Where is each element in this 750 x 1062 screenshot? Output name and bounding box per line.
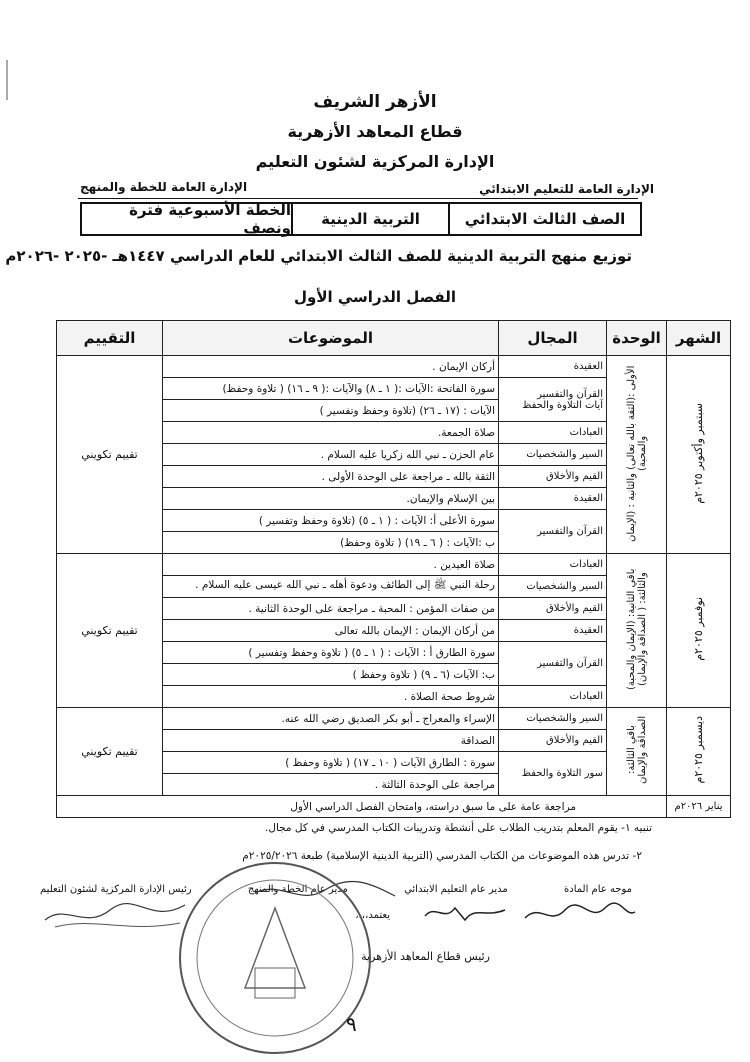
department-right: الإدارة العامة للتعليم الابتدائي <box>479 182 654 196</box>
topic-cell: من صفات المؤمن : المحبة ـ مراجعة على الوحدة الثانية . <box>163 598 499 620</box>
plan-cell: الخطة الأسبوعية فترة ونصف <box>129 201 291 237</box>
topic-cell: الإسراء والمعراج ـ أبو بكر الصديق رضي الله عنه. <box>163 708 499 730</box>
topic-cell: عام الحزن ـ نبي الله زكريا عليه السلام . <box>163 444 499 466</box>
field-cell: السير والشخصيات <box>499 708 607 730</box>
month-cell: يناير ٢٠٢٦م <box>667 796 731 818</box>
topic-cell: ب :الآيات : ( ٦ ـ ١٩) ( تلاوة وحفظ) <box>163 532 499 554</box>
evaluation-cell: تقييم تكويني <box>57 554 163 708</box>
field-cell: القيم والأخلاق <box>499 730 607 752</box>
table-row <box>57 554 731 576</box>
table-row <box>57 708 731 730</box>
topic-cell: ب: الآيات (٦ ـ ٩) ( تلاوة وحفظ ) <box>163 664 499 686</box>
field-cell: العقيدة <box>499 620 607 642</box>
header-line-3: الإدارة المركزية لشئون التعليم <box>255 152 495 171</box>
field-cell: القيم والأخلاق <box>499 598 607 620</box>
curriculum-table <box>56 320 731 818</box>
header-month: الشهر <box>667 321 731 356</box>
topic-cell: صلاة العيدين . <box>163 554 499 576</box>
header-line-2: قطاع المعاهد الأزهرية <box>287 122 463 141</box>
handwritten-signature-4 <box>40 895 190 935</box>
unit-label: باقي الثانية: (الإيمان والمحبة) والثالثة: ( الصداقة والإيمان) <box>625 568 648 690</box>
field-cell: السير والشخصيات <box>499 576 607 598</box>
topic-cell: الثقة بالله ـ مراجعة على الوحدة الأولى . <box>163 466 499 488</box>
month-cell <box>667 708 731 796</box>
topic-cell: سورة الطارق أ : الآيات : ( ١ ـ ٥) ( تلاوة وحفظ وتفسير ) <box>163 642 499 664</box>
topic-cell: من أركان الإيمان : الإيمان بالله تعالى <box>163 620 499 642</box>
table-header-row <box>57 321 731 356</box>
table-body <box>57 356 731 818</box>
evaluation-cell: تقييم تكويني <box>57 356 163 554</box>
evaluation-cell: تقييم تكويني <box>57 708 163 796</box>
field-cell: العقيدة <box>499 488 607 510</box>
topic-cell: صلاة الجمعة. <box>163 422 499 444</box>
topic-cell: شروط صحة الصلاة . <box>163 686 499 708</box>
signature-title-1: موجه عام المادة <box>564 884 632 895</box>
header-evaluation: التقييم <box>57 321 163 356</box>
field-cell: القرآن والتفسير <box>499 642 607 686</box>
distribution-title: توزيع منهج التربية الدينية للصف الثالث الابتدائي للعام الدراسي ١٤٤٧هـ -٢٠٢٥ -٢٠٢٦م <box>5 247 632 265</box>
topic-cell: بين الإسلام والإيمان. <box>163 488 499 510</box>
sector-head-title: رئيس قطاع المعاهد الأزهرية <box>361 950 490 963</box>
month-label: ديسمبر ٢٠٢٥م <box>692 716 705 784</box>
unit-cell <box>607 356 667 554</box>
divider-line <box>78 198 638 199</box>
topic-cell: رحلة النبي ﷺ إلى الطائف ودعوة أهله ـ نبي الله عيسى عليه السلام . <box>163 576 499 598</box>
field-cell: القيم والأخلاق <box>499 466 607 488</box>
page-number: ٩ <box>346 1012 357 1036</box>
grade-cell: الصف الثالث الابتدائي <box>448 204 640 234</box>
header-topics: الموضوعات <box>163 321 499 356</box>
unit-label: باقي الثالثة: الصداقة والإيمان <box>625 715 648 785</box>
january-row <box>57 796 731 818</box>
handwritten-signature-1 <box>520 898 640 928</box>
field-cell: العبادات <box>499 554 607 576</box>
field-cell: سور التلاوة والحفظ <box>499 752 607 796</box>
topic-cell: أركان الإيمان . <box>163 356 499 378</box>
signature-title-3: مدير عام الخطة والمنهج <box>247 884 348 895</box>
header-line-1: الأزهر الشريف <box>313 92 437 112</box>
field-cell: العقيدة <box>499 356 607 378</box>
month-cell <box>667 356 731 554</box>
approval-text: يعتمد،،،، <box>355 910 390 921</box>
topic-cell: الآيات : (١٧ ـ ٢٦) (تلاوة وحفظ وتفسير ) <box>163 400 499 422</box>
signature-title-2: مدير عام التعليم الابتدائي <box>404 884 508 895</box>
signature-title-4: رئيس الإدارة المركزية لشئون التعليم <box>40 884 192 895</box>
handwritten-signature-2 <box>420 898 510 926</box>
header-unit: الوحدة <box>607 321 667 356</box>
topic-cell: الصداقة <box>163 730 499 752</box>
review-cell: مراجعة عامة على ما سبق دراسته، وامتحان الفصل الدراسي الأول <box>57 796 667 818</box>
header-field: المجال <box>499 321 607 356</box>
field-cell: القرآن والتفسير آيات التلاوة والحفظ <box>499 378 607 422</box>
department-left: الإدارة العامة للخطة والمنهج <box>80 180 248 194</box>
field-cell: القرآن والتفسير <box>499 510 607 554</box>
table-row <box>57 356 731 378</box>
topic-cell: سورة الأعلى أ: الآيات : ( ١ ـ ٥) (تلاوة وحفظ وتفسير ) <box>163 510 499 532</box>
month-label: سبتمبر وأكتوبر ٢٠٢٥م <box>692 402 705 504</box>
field-cell: العبادات <box>499 422 607 444</box>
month-label: نوفمبر ٢٠٢٥م <box>692 597 705 661</box>
unit-cell <box>607 554 667 708</box>
topic-cell: سورة : الطارق الآيات ( ١٠ ـ ١٧) ( تلاوة وحفظ ) <box>163 752 499 774</box>
note-2: ٢- تدرس هذه الموضوعات من الكتاب المدرسي (التربية الدينية الإسلامية) طبعة ٢٠٢٥/٢٠٢٦م <box>242 850 642 862</box>
info-box <box>80 202 642 236</box>
note-1: تنبيه ١- يقوم المعلم بتدريب الطلاب على أنشطة وتدريبات الكتاب المدرسي في كل مجال. <box>264 822 652 834</box>
unit-label: الأولى :(الثقة بالله تعالى) والثانية : (الإيمان والمحبة) <box>625 364 648 542</box>
field-cell: السير والشخصيات <box>499 444 607 466</box>
month-cell <box>667 554 731 708</box>
term-title: الفصل الدراسي الأول <box>294 288 456 306</box>
subject-cell: التربية الدينية <box>291 204 448 234</box>
topic-cell: مراجعة على الوحدة الثالثة . <box>163 774 499 796</box>
unit-cell <box>607 708 667 796</box>
field-cell: العبادات <box>499 686 607 708</box>
topic-cell: سورة الفاتحة :الآيات :( ١ ـ ٨) والآيات :( ٩ ـ ١٦) ( تلاوة وحفظ) <box>163 378 499 400</box>
